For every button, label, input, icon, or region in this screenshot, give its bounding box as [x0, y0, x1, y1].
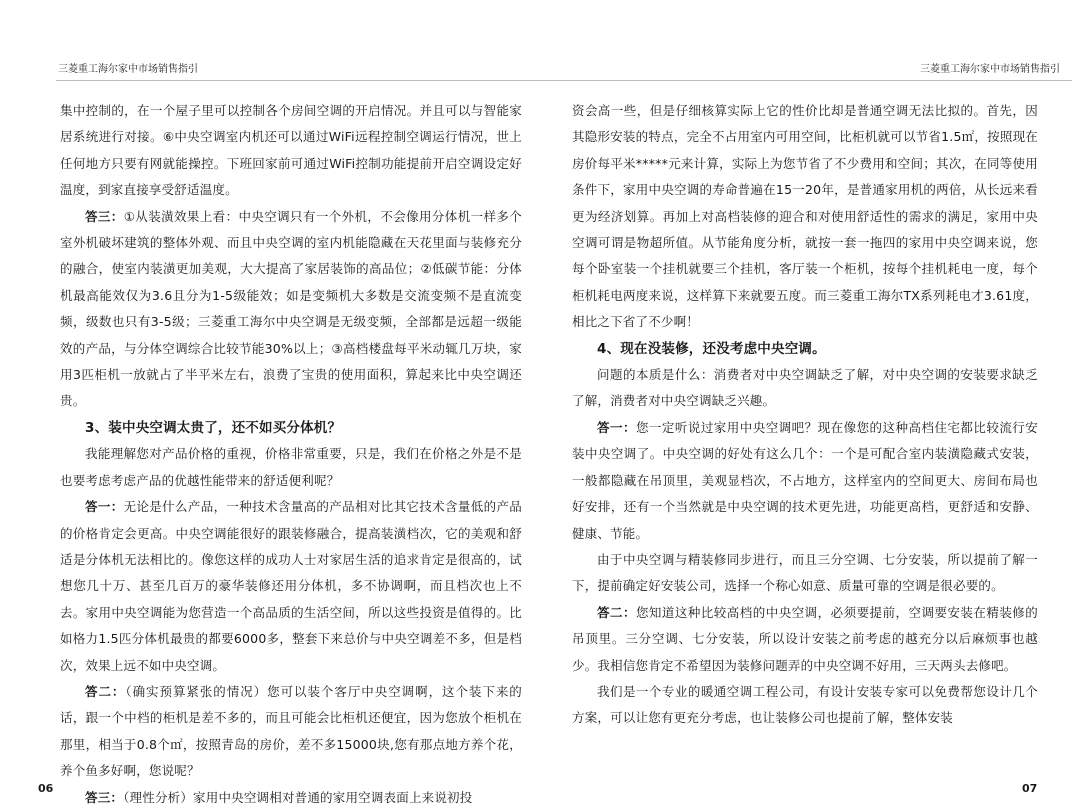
- left-page: [40, 0, 540, 810]
- answer-paragraph: 答二：您知道这种比较高档的中央空调，必须要提前，空调要安装在精装修的吊顶里。三分空调、七分安装，所以设计安装之前考虑的越充分以后麻烦事也越少。我相信您肯定不希望因为装修问题弄的中央空调不好用，三天两头去修吧。: [572, 604, 1038, 673]
- answer-paragraph: 答三：①从装潢效果上看：中央空调只有一个外机，不会像用分体机一样多个室外机破坏建筑的整体外观、而且中央空调的室内机能隐藏在天花里面与装修充分的融合，使室内装潢更加美观，大大提高了家居装饰的高品位；②低碳节能：分体机最高能效仅为3.6且分为1-5级能效；如是变频机大多数是交流变频不是直流变频，级数也只有3-5级；三菱重工海尔中央空调是无级变频，全部都是远超一级能效的产品，与分体空调综合比较节能30%以上；③高档楼盘每平米动辄几万块，家用3匹柜机一放就占了半平米左右，浪费了宝贵的使用面积，算起来比中央空调还贵。: [60, 208, 522, 409]
- section-heading: 3、装中央空调太贵了，还不如买分体机？: [85, 419, 342, 436]
- answer-paragraph: 答一：无论是什么产品，一种技术含量高的产品相对比其它技术含量低的产品的价格肯定会更高。中央空调能很好的跟装修融合，提高装潢档次，它的美观和舒适是分体机无法相比的。像您这样的成功人士对家居生活的追求肯定是很高的，试想您几十万、甚至几百万的豪华装修还用分体机，多不协调啊，而且档次也上不去。家用中央空调能为您营造一个高品质的生活空间，所以这些投资是值得的。比如格力1.5匹分体机最贵的都要6000多，整套下来总价与中央空调差不多，但是档次，效果上远不如中央空调。: [60, 499, 522, 673]
- page-number: 07: [1022, 782, 1038, 795]
- page-number: 06: [38, 782, 54, 795]
- paragraph: 我们是一个专业的暖通空调工程公司，有设计安装专家可以免费帮您设计几个方案，可以让您有更充分考虑，也让装修公司也提前了解，整体安装: [572, 683, 1038, 726]
- paragraph: 由于中央空调与精装修同步进行，而且三分空调、七分安装，所以提前了解一下，提前确定好安装公司，选择一个称心如意、质量可靠的空调是很必要的。: [572, 551, 1038, 594]
- page-body: [572, 98, 1038, 732]
- paragraph: 集中控制的，在一个屋子里可以控制各个房间空调的开启情况。并且可以与智能家居系统进行对接。⑥中央空调室内机还可以通过WiFi远程控制空调运行情况，世上任何地方只要有网就能操控。下班回家前可通过WiFi控制功能提前开启空调设定好温度，到家直接享受舒适温度。: [60, 103, 522, 198]
- paragraph: 我能理解您对产品价格的重视，价格非常重要，只是，我们在价格之外是不是也要考虑考虑产品的优越性能带来的舒适便利呢？: [60, 446, 522, 488]
- answer-paragraph: 答一：您一定听说过家用中央空调吧？现在像您的这种高档住宅都比较流行安装中央空调了。中央空调的好处有这么几个：一个是可配合室内装潢隐藏式安装，一般都隐藏在吊顶里，美观显档次，不占地方，这样室内的空间更大、房间布局也好安排，还有一个当然就是中央空调的技术更先进，功能更高档，更舒适和安静、健康、节能。: [572, 419, 1038, 541]
- answer-paragraph: 答三：（理性分析）家用中央空调相对普通的家用空调表面上来说初投: [85, 789, 473, 805]
- paragraph: 资会高一些，但是仔细核算实际上它的性价比却是普通空调无法比拟的。首先，因其隐形安装的特点，完全不占用室内可用空间，比柜机就可以节省1.5㎡，按照现在房价每平米*****元来计算，实际上为您节省了不少费用和空间；其次，在同等使用条件下，家用中央空调的寿命普遍在15一20年，是普通家用机的两倍，从长远来看更为经济划算。再加上对高档装修的迎合和对使用舒适性的需求的满足，家用中央空调可谓是物超所值。从节能角度分析，就按一套一拖四的家用中央空调来说，您每个卧室装一个挂机就要三个挂机，客厅装一个柜机，按每个挂机耗电一度，每个柜机耗电两度来说，这样算下来就要五度。而三菱重工海尔TX系列耗电才3.61度，相比之下省了不少啊！: [572, 103, 1038, 330]
- section-heading: 4、现在没装修，还没考虑中央空调。: [597, 340, 826, 357]
- header-divider: [56, 80, 568, 81]
- page-body: [60, 98, 522, 811]
- answer-paragraph: 答二：（确实预算紧张的情况）您可以装个客厅中央空调啊，这个装下来的话，跟一个中档的柜机是差不多的，而且可能会比柜机还便宜，因为您放个柜机在那里，相当于0.8个㎡，按照青岛的房价，差不多15000块,您有那点地方养个花，养个鱼多好啊，您说呢？: [60, 683, 522, 779]
- running-header: 三菱重工海尔家中市场销售指引: [58, 64, 198, 75]
- running-header: 三菱重工海尔家中市场销售指引: [920, 64, 1060, 75]
- paragraph: 问题的本质是什么：消费者对中央空调缺乏了解，对中央空调的安装要求缺乏了解，消费者对中央空调缺乏兴趣。: [572, 367, 1038, 409]
- header-divider: [538, 80, 1072, 81]
- right-page: [560, 0, 1060, 810]
